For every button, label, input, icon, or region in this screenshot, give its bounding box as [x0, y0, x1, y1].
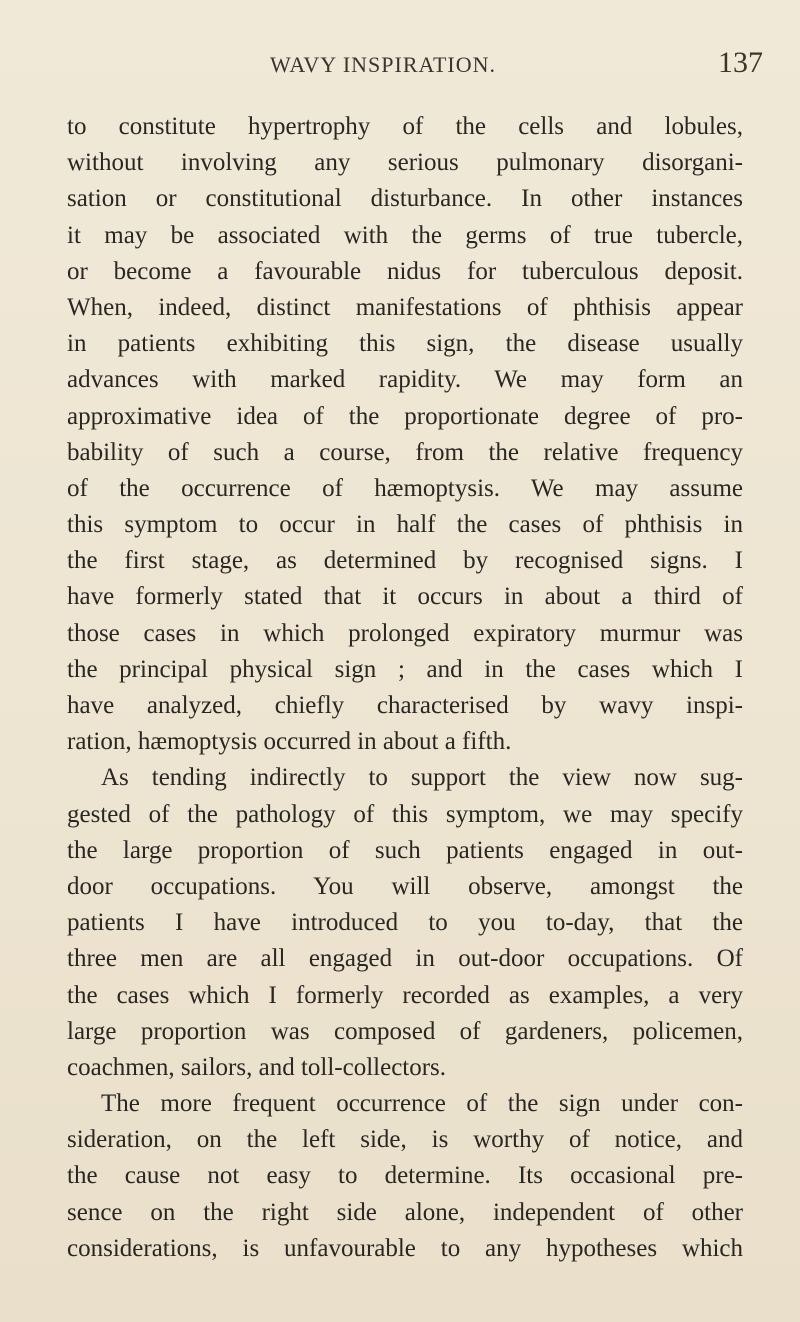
text-line: sation or constitutional disturbance. In other instances	[67, 185, 743, 213]
text-line: As tending indirectly to support the view now sug-	[101, 764, 743, 792]
page-number: 137	[718, 46, 763, 79]
running-head: WAVY INSPIRATION.	[270, 52, 497, 77]
text-line: advances with marked rapidity. We may form an	[67, 366, 743, 394]
text-line: it may be associated with the germs of true tubercle,	[67, 221, 743, 249]
text-line: the cases which I formerly recorded as examples, a very	[67, 981, 743, 1009]
text-line: door occupations. You will observe, amongst the	[67, 872, 743, 900]
text-line: large proportion was composed of gardeners, policemen,	[67, 1017, 743, 1045]
text-line: the large proportion of such patients engaged in out-	[67, 836, 743, 864]
text-line: three men are all engaged in out-door occupations. Of	[67, 945, 743, 973]
text-line: have formerly stated that it occurs in about a third of	[67, 583, 743, 611]
text-line: the principal physical sign ; and in the cases which I	[67, 655, 743, 683]
text-line: or become a favourable nidus for tuberculous deposit.	[67, 257, 743, 285]
text-line: in patients exhibiting this sign, the disease usually	[67, 330, 743, 358]
text-line: the first stage, as determined by recognised signs. I	[67, 547, 743, 575]
text-line: the cause not easy to determine. Its occasional pre-	[67, 1162, 743, 1190]
body-text	[67, 109, 743, 1267]
text-line: gested of the pathology of this symptom, we may specify	[67, 800, 743, 828]
text-line: bability of such a course, from the relative frequency	[67, 438, 743, 466]
text-line: sideration, on the left side, is worthy of notice, and	[67, 1126, 743, 1154]
text-line: those cases in which prolonged expiratory murmur was	[67, 619, 743, 647]
text-line: considerations, is unfavourable to any hypotheses which	[67, 1234, 743, 1262]
text-line: patients I have introduced to you to-day, that the	[67, 909, 743, 937]
text-line: have analyzed, chiefly characterised by wavy inspi-	[67, 692, 743, 719]
text-line: The more frequent occurrence of the sign under con-	[101, 1090, 743, 1118]
text-line: without involving any serious pulmonary disorgani-	[67, 149, 743, 177]
text-line: coachmen, sailors, and toll-collectors.	[67, 1053, 447, 1081]
text-line: When, indeed, distinct manifestations of phthisis appear	[67, 293, 743, 321]
text-line: ration, hæmoptysis occurred in about a fifth.	[67, 728, 512, 756]
text-line: this symptom to occur in half the cases of phthisis in	[67, 511, 743, 539]
text-line: of the occurrence of hæmoptysis. We may assume	[67, 474, 743, 502]
text-line: to constitute hypertrophy of the cells and lobules,	[67, 113, 743, 140]
text-line: sence on the right side alone, independent of other	[67, 1198, 743, 1226]
text-line: approximative idea of the proportionate degree of pro-	[67, 402, 743, 430]
